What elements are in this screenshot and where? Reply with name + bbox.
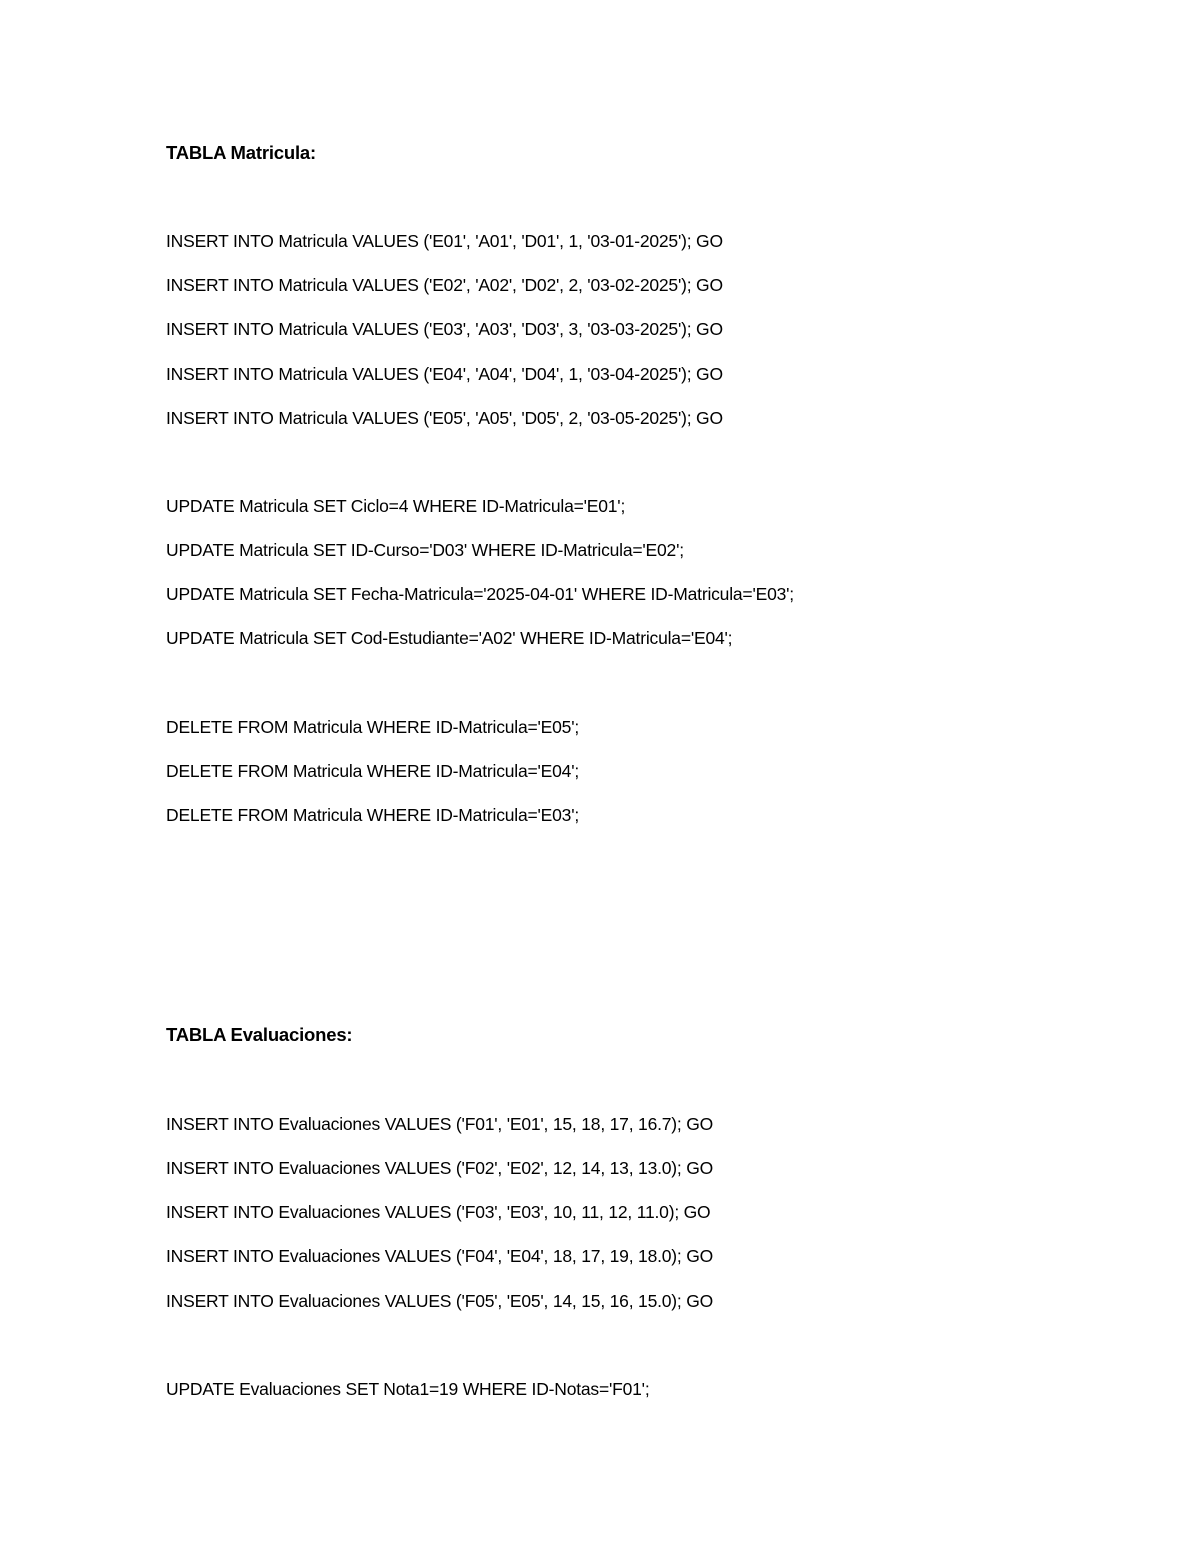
sql-insert-line: INSERT INTO Evaluaciones VALUES ('F03', 'E03', 10, 11, 12, 11.0); GO: [166, 1202, 711, 1222]
sql-insert-line: INSERT INTO Matricula VALUES ('E02', 'A02', 'D02', 2, '03-02-2025'); GO: [166, 275, 723, 295]
sql-delete-line: DELETE FROM Matricula WHERE ID-Matricula='E04';: [166, 761, 579, 781]
sql-delete-line: DELETE FROM Matricula WHERE ID-Matricula='E03';: [166, 805, 579, 825]
sql-update-line: UPDATE Matricula SET ID-Curso='D03' WHERE ID-Matricula='E02';: [166, 540, 684, 560]
sql-insert-line: INSERT INTO Evaluaciones VALUES ('F05', 'E05', 14, 15, 16, 15.0); GO: [166, 1291, 714, 1311]
sql-delete-line: DELETE FROM Matricula WHERE ID-Matricula='E05';: [166, 717, 579, 737]
sql-insert-line: INSERT INTO Evaluaciones VALUES ('F04', 'E04', 18, 17, 19, 18.0); GO: [166, 1246, 714, 1266]
section-title-evaluaciones: TABLA Evaluaciones:: [166, 1024, 353, 1045]
sql-insert-line: INSERT INTO Evaluaciones VALUES ('F01', 'E01', 15, 18, 17, 16.7); GO: [166, 1114, 714, 1134]
sql-insert-line: INSERT INTO Matricula VALUES ('E03', 'A03', 'D03', 3, '03-03-2025'); GO: [166, 319, 723, 339]
sql-insert-line: INSERT INTO Matricula VALUES ('E04', 'A04', 'D04', 1, '03-04-2025'); GO: [166, 364, 723, 384]
sql-update-line: UPDATE Matricula SET Cod-Estudiante='A02' WHERE ID-Matricula='E04';: [166, 628, 733, 648]
sql-insert-line: INSERT INTO Matricula VALUES ('E01', 'A01', 'D01', 1, '03-01-2025'); GO: [166, 231, 723, 251]
sql-update-line: UPDATE Matricula SET Ciclo=4 WHERE ID-Matricula='E01';: [166, 496, 626, 516]
sql-update-line: UPDATE Evaluaciones SET Nota1=19 WHERE ID-Notas='F01';: [166, 1379, 650, 1399]
sql-update-line: UPDATE Matricula SET Fecha-Matricula='2025-04-01' WHERE ID-Matricula='E03';: [166, 584, 794, 604]
section-title-matricula: TABLA Matricula:: [166, 142, 316, 163]
sql-insert-line: INSERT INTO Matricula VALUES ('E05', 'A05', 'D05', 2, '03-05-2025'); GO: [166, 408, 723, 428]
sql-insert-line: INSERT INTO Evaluaciones VALUES ('F02', 'E02', 12, 14, 13, 13.0); GO: [166, 1158, 714, 1178]
